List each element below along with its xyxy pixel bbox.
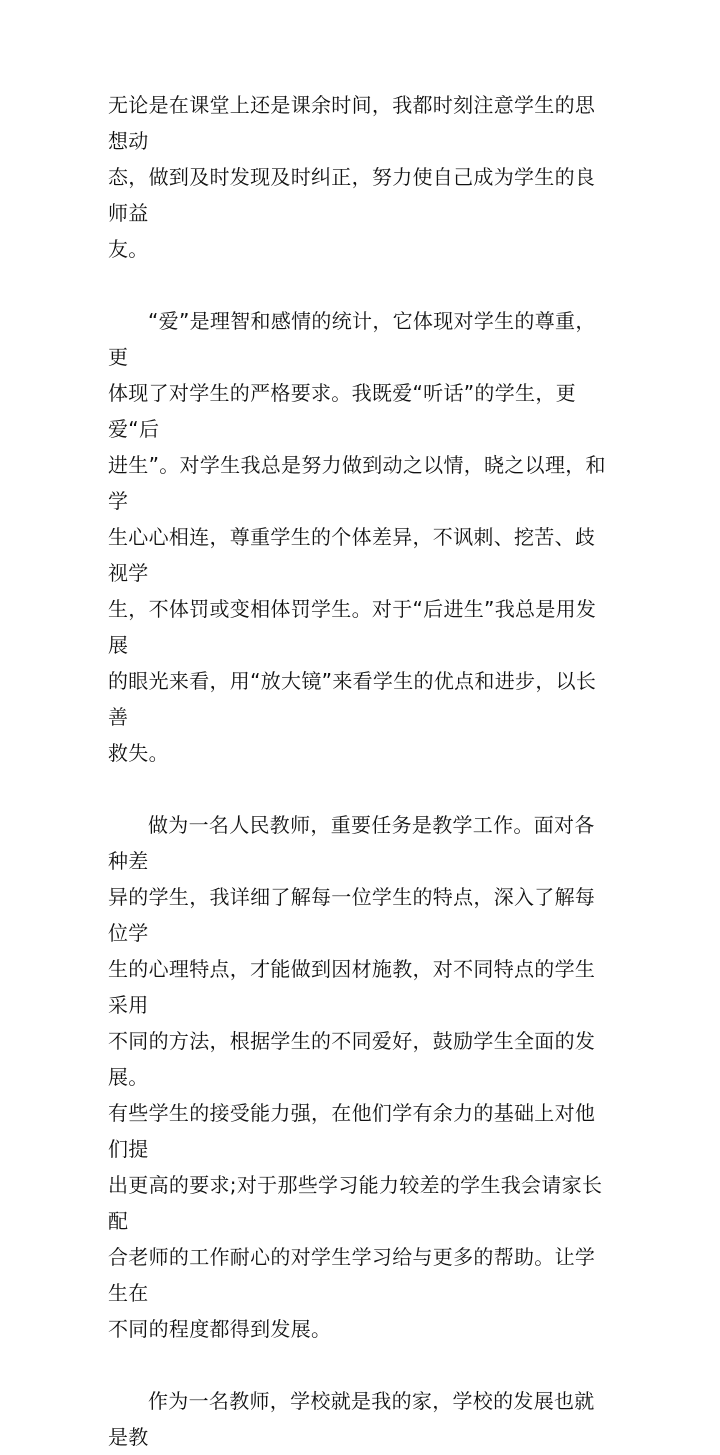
paragraph-line: 作为一名教师，学校就是我的家，学校的发展也就是教: [108, 1389, 595, 1449]
paragraph-line: 无论是在课堂上还是课余时间，我都时刻注意学生的思想动: [108, 93, 596, 153]
paragraph-line: 进生”。对学生我总是努力做到动之以情，晓之以理，和学: [108, 453, 606, 513]
document-body: [108, 87, 608, 1455]
paragraph-line: 救失。: [108, 741, 169, 765]
paragraph-line: 出更高的要求;对于那些学习能力较差的学生我会请家长配: [108, 1173, 603, 1233]
paragraph-line: 态，做到及时发现及时纠正，努力使自己成为学生的良师益: [108, 165, 596, 225]
paragraph-gap: [108, 771, 608, 807]
paragraph-line: 的眼光来看，用“放大镜”来看学生的优点和进步，以长善: [108, 669, 597, 729]
paragraph-line: 生，不体罚或变相体罚学生。对于“后进生”我总是用发展: [108, 597, 597, 657]
paragraph-gap: [108, 267, 608, 303]
paragraph-line: 有些学生的接受能力强，在他们学有余力的基础上对他们提: [108, 1101, 596, 1161]
paragraph-line: 异的学生，我详细了解每一位学生的特点，深入了解每位学: [108, 885, 596, 945]
paragraph-3: [108, 807, 608, 1347]
paragraph-line: 做为一名人民教师，重要任务是教学工作。面对各种差: [108, 813, 595, 873]
paragraph-2: [108, 303, 608, 771]
paragraph-line: 生的心理特点，才能做到因材施教，对不同特点的学生采用: [108, 957, 596, 1017]
paragraph-line: 体现了对学生的严格要求。我既爱“听话”的学生，更爱“后: [108, 381, 576, 441]
paragraph-1: [108, 87, 608, 267]
paragraph-line: 生心心相连，尊重学生的个体差异，不讽刺、挖苦、歧视学: [108, 525, 596, 585]
paragraph-line: 合老师的工作耐心的对学生学习给与更多的帮助。让学生在: [108, 1245, 596, 1305]
paragraph-line: 不同的方法，根据学生的不同爱好，鼓励学生全面的发展。: [108, 1029, 596, 1089]
paragraph-gap: [108, 1347, 608, 1383]
paragraph-4: [108, 1383, 608, 1455]
paragraph-line: “爱”是理智和感情的统计，它体现对学生的尊重，更: [108, 309, 596, 369]
paragraph-line: 不同的程度都得到发展。: [108, 1317, 332, 1341]
paragraph-line: 友。: [108, 237, 149, 261]
